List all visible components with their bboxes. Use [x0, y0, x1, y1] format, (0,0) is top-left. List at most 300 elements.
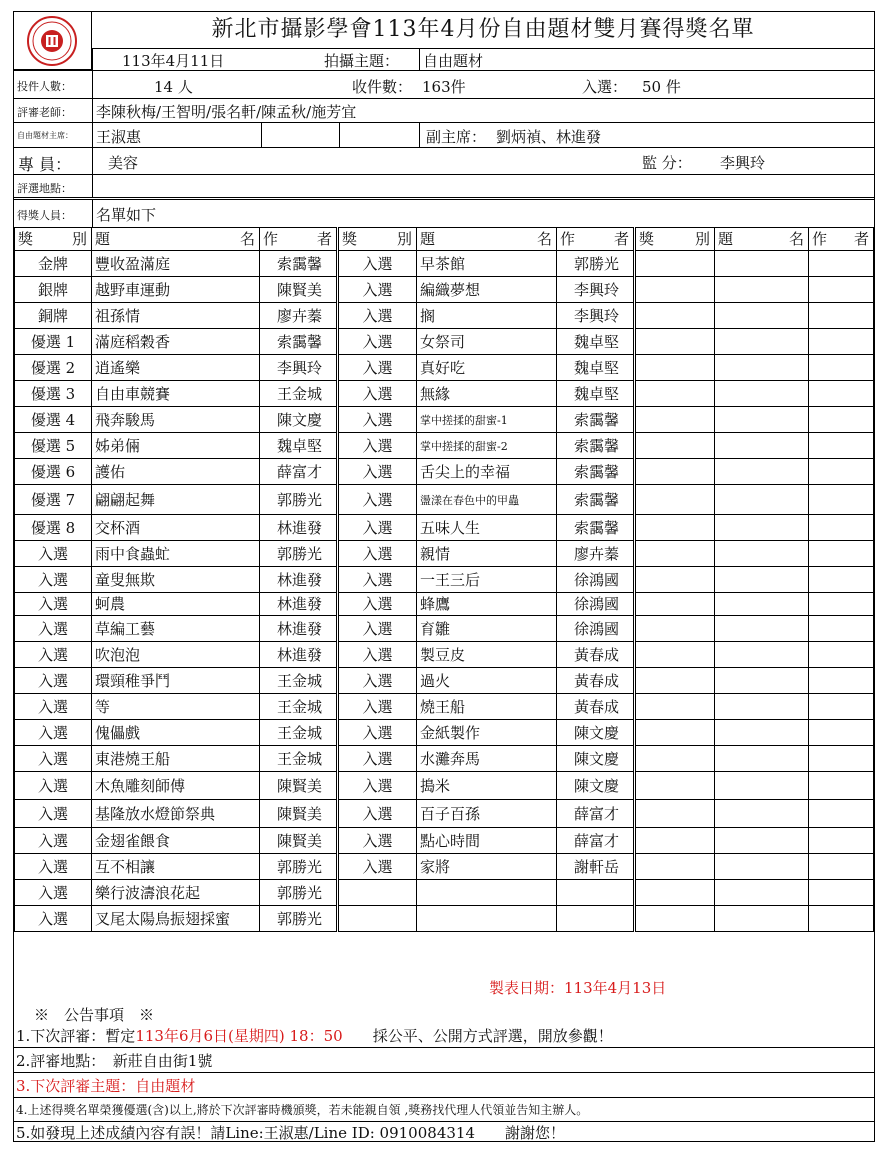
winners-label: 得獎人員：	[17, 209, 72, 222]
title-cell: 護佑	[95, 462, 126, 481]
empty-cell	[715, 694, 809, 720]
header-author-b: 者	[853, 230, 869, 248]
empty-cell	[809, 277, 874, 303]
empty-cell	[635, 642, 715, 668]
title-cell: 家將	[420, 857, 451, 876]
title-cell: 金紙製作	[420, 723, 481, 742]
title-cell: 製豆皮	[420, 645, 466, 664]
award-cell: 入選	[362, 697, 393, 716]
empty-cell	[715, 303, 809, 329]
author-cell: 廖卉蓁	[276, 306, 322, 325]
author-cell: 廖卉蓁	[573, 544, 619, 563]
author-cell: 王金城	[276, 384, 322, 403]
table-row	[15, 277, 874, 303]
received-value: 163件	[422, 78, 466, 96]
empty-cell	[715, 906, 809, 932]
table-row	[15, 381, 874, 407]
author-cell: 黃春成	[573, 671, 619, 690]
empty-cell	[715, 459, 809, 485]
table-row	[15, 355, 874, 381]
award-cell: 入選	[362, 776, 393, 795]
award-cell: 入選	[362, 436, 393, 455]
award-cell: 優選 4	[30, 410, 76, 429]
selected-label: 入選：	[582, 78, 628, 96]
supervisor-label: 監 分：	[642, 154, 692, 172]
table-row	[15, 251, 874, 277]
empty-cell	[715, 485, 809, 515]
table-row	[15, 800, 874, 828]
empty-cell	[809, 906, 874, 932]
empty-cell	[715, 251, 809, 277]
empty-cell	[635, 381, 715, 407]
award-cell: 入選	[362, 518, 393, 537]
author-cell: 陳文慶	[573, 723, 619, 742]
empty-cell	[809, 407, 874, 433]
header-author-b: 者	[316, 230, 332, 248]
author-cell: 索靄馨	[573, 490, 619, 509]
empty-cell	[809, 303, 874, 329]
author-cell: 林進發	[276, 570, 322, 589]
award-cell: 入選	[362, 671, 393, 690]
award-cell: 入選	[362, 723, 393, 742]
author-cell: 陳賢美	[276, 831, 322, 850]
empty-cell	[715, 720, 809, 746]
award-cell: 優選 3	[30, 384, 76, 403]
table-row	[15, 515, 874, 541]
header-award-a: 獎	[639, 230, 655, 248]
header-award-b: 別	[71, 230, 87, 248]
empty-cell	[635, 906, 715, 932]
empty-cell	[635, 616, 715, 642]
supervisor-value: 李興玲	[720, 154, 766, 172]
title-cell: 真好吃	[420, 358, 466, 377]
empty-cell	[635, 567, 715, 593]
table-row	[15, 485, 874, 515]
title-cell: 交杯酒	[95, 518, 141, 537]
notice-line-1-a: 1.下次評審：暫定	[16, 1027, 136, 1045]
award-cell: 優選 6	[30, 462, 76, 481]
award-cell: 入選	[362, 595, 393, 613]
table-row	[15, 906, 874, 932]
header-title-a: 題	[95, 230, 111, 248]
empty-cell	[809, 746, 874, 772]
header-author-a: 作	[560, 230, 576, 248]
award-cell: 入選	[37, 883, 68, 902]
title-cell: 互不相讓	[95, 857, 156, 876]
empty-cell	[635, 251, 715, 277]
theme-label: 拍攝主題：	[324, 52, 400, 70]
empty-cell	[635, 515, 715, 541]
title-cell: 草編工藝	[95, 619, 156, 638]
header-title-a: 題	[718, 230, 734, 248]
title-cell: 一王三后	[420, 570, 481, 589]
author-cell: 黃春成	[573, 645, 619, 664]
header-title-a: 題	[420, 230, 436, 248]
award-cell: 入選	[362, 570, 393, 589]
date-value: 113年4月11日	[122, 52, 225, 70]
empty-cell	[635, 485, 715, 515]
empty-cell	[809, 642, 874, 668]
author-cell: 郭勝光	[573, 254, 619, 273]
empty-cell	[809, 485, 874, 515]
winners-value: 名單如下	[96, 206, 157, 224]
empty-cell	[635, 459, 715, 485]
author-cell: 索靄馨	[573, 410, 619, 429]
empty-cell	[809, 251, 874, 277]
author-cell: 索靄馨	[573, 518, 619, 537]
author-cell: 薛富才	[573, 831, 619, 850]
selected-value: 50 件	[642, 78, 681, 96]
title-cell: 掌中搓揉的甜蜜-1	[420, 413, 508, 427]
empty-cell	[809, 433, 874, 459]
notice-line-1-c: 採公平、公開方式評選，開放參觀！	[372, 1027, 613, 1045]
author-cell: 林進發	[276, 645, 322, 664]
empty-cell	[635, 694, 715, 720]
title-cell: 搁	[420, 306, 436, 325]
title-cell: 搗米	[420, 776, 451, 795]
empty-cell	[809, 593, 874, 616]
award-cell: 入選	[362, 857, 393, 876]
author-cell: 郭勝光	[276, 544, 322, 563]
table-row	[15, 668, 874, 694]
award-cell: 入選	[37, 749, 68, 768]
empty-cell	[635, 329, 715, 355]
author-cell: 徐鴻國	[573, 570, 619, 589]
award-cell: 銀牌	[37, 280, 68, 299]
empty-cell	[635, 746, 715, 772]
award-cell: 優選 7	[30, 490, 76, 509]
author-cell: 魏卓堅	[573, 358, 619, 377]
table-header-row	[15, 228, 874, 251]
title-cell: 等	[95, 697, 111, 716]
empty-cell	[635, 800, 715, 828]
title-cell: 過火	[420, 671, 451, 690]
award-sheet	[13, 11, 875, 1142]
table-row	[15, 854, 874, 880]
page-title: 新北市攝影學會113年4月份自由題材雙月賽得獎名單	[92, 12, 874, 49]
title-cell: 編織夢想	[420, 280, 481, 299]
author-cell: 謝軒岳	[573, 857, 619, 876]
notice-line-2: 2.評審地點： 新莊自由街1號	[16, 1052, 213, 1070]
empty-cell	[809, 515, 874, 541]
award-cell: 入選	[362, 410, 393, 429]
empty-cell	[635, 720, 715, 746]
award-cell: 入選	[362, 544, 393, 563]
empty-cell	[809, 355, 874, 381]
table-row	[15, 407, 874, 433]
title-cell: 蜂鷹	[420, 595, 451, 613]
title-cell: 越野車運動	[95, 280, 171, 299]
made-date: 製表日期：113年4月13日	[489, 979, 667, 997]
author-cell: 魏卓堅	[573, 384, 619, 403]
author-cell: 郭勝光	[276, 857, 322, 876]
received-label: 收件數：	[352, 78, 413, 96]
empty-cell	[635, 303, 715, 329]
author-cell: 索靄馨	[573, 462, 619, 481]
author-cell: 索靄馨	[276, 254, 322, 273]
title-cell: 飛奔駿馬	[95, 410, 156, 429]
table-row	[15, 567, 874, 593]
header-title-b: 名	[788, 230, 804, 248]
empty-cell	[715, 800, 809, 828]
award-cell: 銅牌	[37, 306, 68, 325]
empty-cell	[715, 880, 809, 906]
empty-cell	[635, 355, 715, 381]
title-cell: 自由車競賽	[95, 384, 171, 403]
title-cell: 叉尾太陽鳥振翅採蜜	[95, 909, 231, 928]
table-row	[15, 593, 874, 616]
empty-cell	[809, 800, 874, 828]
award-cell: 入選	[37, 645, 68, 664]
header-award-a: 獎	[18, 230, 34, 248]
author-cell: 林進發	[276, 619, 322, 638]
title-cell: 蚵農	[95, 595, 126, 613]
empty-cell	[635, 433, 715, 459]
author-cell: 李興玲	[276, 358, 322, 377]
empty-cell	[635, 880, 715, 906]
title-cell: 祖孫情	[95, 306, 141, 325]
title-cell: 燒王船	[420, 697, 466, 716]
vicechair-value: 劉炳禎、林進發	[496, 128, 602, 146]
empty-cell	[809, 459, 874, 485]
title-cell: 百子百孫	[420, 804, 481, 823]
notice-line-1-date: 113年6月6日(星期四) 18：50	[135, 1027, 343, 1045]
author-cell: 郭勝光	[276, 883, 322, 902]
title-cell: 盪漾在春色中的甲蟲	[420, 493, 519, 507]
empty-cell	[809, 854, 874, 880]
table-row	[15, 541, 874, 567]
table-row	[15, 329, 874, 355]
title-cell: 吹泡泡	[95, 645, 141, 664]
title-cell: 豐收盈滿庭	[95, 254, 171, 273]
author-cell: 黃春成	[573, 697, 619, 716]
table-row	[15, 642, 874, 668]
title-cell: 早茶館	[420, 254, 466, 273]
title-cell: 掌中搓揉的甜蜜-2	[420, 439, 508, 453]
table-row	[15, 616, 874, 642]
award-cell: 入選	[37, 595, 68, 613]
table-row	[15, 459, 874, 485]
award-cell: 入選	[37, 857, 68, 876]
empty-cell	[635, 277, 715, 303]
notice-line-4: 4.上述得獎名單榮獲優選(含)以上,將於下次評審時機頒獎，若未能親自領 ,獎務找代理人代領並告知主辦人。	[16, 1103, 589, 1117]
title-cell: 東港燒王船	[95, 749, 171, 768]
title-cell: 親情	[420, 544, 451, 563]
table-row	[15, 303, 874, 329]
author-cell: 郭勝光	[276, 490, 322, 509]
author-cell: 郭勝光	[276, 909, 322, 928]
award-cell: 優選 8	[30, 518, 76, 537]
award-cell: 入選	[362, 619, 393, 638]
title-cell: 無緣	[420, 384, 451, 403]
chair-value: 王淑惠	[96, 128, 142, 146]
empty-cell	[635, 828, 715, 854]
award-cell: 入選	[362, 306, 393, 325]
empty-cell	[635, 772, 715, 800]
award-cell: 入選	[362, 384, 393, 403]
award-cell: 入選	[362, 332, 393, 351]
empty-cell	[809, 720, 874, 746]
empty-cell	[809, 381, 874, 407]
award-cell: 入選	[362, 749, 393, 768]
award-cell: 入選	[37, 831, 68, 850]
author-cell: 林進發	[276, 518, 322, 537]
author-cell: 魏卓堅	[573, 332, 619, 351]
empty-cell	[715, 828, 809, 854]
title-cell: 童叟無欺	[95, 570, 156, 589]
table-row	[15, 746, 874, 772]
title-cell: 木魚雕刻師傅	[95, 776, 186, 795]
header-award-b: 別	[694, 230, 710, 248]
judges-label: 評審老師：	[17, 106, 72, 119]
author-cell: 魏卓堅	[276, 436, 322, 455]
author-cell: 陳文慶	[276, 410, 322, 429]
title-cell: 點心時間	[420, 831, 481, 850]
award-cell: 入選	[362, 254, 393, 273]
award-cell: 入選	[37, 697, 68, 716]
author-cell: 王金城	[276, 723, 322, 742]
author-cell: 王金城	[276, 697, 322, 716]
empty-cell	[809, 668, 874, 694]
empty-cell	[809, 329, 874, 355]
award-cell: 金牌	[37, 254, 68, 273]
header-title-b: 名	[239, 230, 255, 248]
awards-table	[14, 227, 874, 932]
notice-title: ※ 公告事項 ※	[34, 1006, 155, 1024]
title-cell: 傀儡戲	[95, 723, 141, 742]
empty-cell	[715, 616, 809, 642]
empty-cell	[715, 515, 809, 541]
award-cell: 入選	[362, 462, 393, 481]
member-value: 美容	[108, 154, 139, 172]
header-author-a: 作	[812, 230, 828, 248]
award-cell: 入選	[37, 570, 68, 589]
author-cell: 薛富才	[573, 804, 619, 823]
empty-cell	[809, 772, 874, 800]
notice-line-5: 5.如發現上述成績內容有誤！請Line:王淑惠/Line ID: 0910084314 謝謝您！	[16, 1124, 565, 1142]
author-cell: 薛富才	[276, 462, 322, 481]
empty-cell	[715, 668, 809, 694]
author-cell: 王金城	[276, 749, 322, 768]
author-cell: 徐鴻國	[573, 595, 619, 613]
award-cell: 入選	[362, 490, 393, 509]
member-label: 專 員：	[18, 155, 72, 174]
chair-label: 自由題材主席：	[17, 131, 73, 140]
empty-cell	[715, 567, 809, 593]
title-cell: 滿庭稻穀香	[95, 332, 171, 351]
header-award-a: 獎	[342, 230, 358, 248]
empty-cell	[715, 355, 809, 381]
author-cell: 陳文慶	[573, 749, 619, 768]
header-author-b: 者	[613, 230, 629, 248]
empty-cell	[635, 668, 715, 694]
award-cell: 入選	[362, 831, 393, 850]
header-title-b: 名	[536, 230, 552, 248]
association-logo	[14, 12, 92, 70]
award-cell: 優選 5	[30, 436, 76, 455]
empty-cell	[635, 541, 715, 567]
title-cell: 女祭司	[420, 332, 466, 351]
empty-cell	[809, 567, 874, 593]
logo-seal-icon	[24, 15, 80, 67]
empty-cell	[715, 541, 809, 567]
empty-cell	[809, 616, 874, 642]
author-cell: 索靄馨	[276, 332, 322, 351]
empty-cell	[635, 593, 715, 616]
empty-cell	[715, 407, 809, 433]
award-cell: 入選	[362, 804, 393, 823]
empty-cell	[809, 828, 874, 854]
table-row	[15, 694, 874, 720]
author-cell: 陳賢美	[276, 776, 322, 795]
author-cell: 陳賢美	[276, 280, 322, 299]
award-cell: 入選	[362, 280, 393, 299]
empty-cell	[715, 746, 809, 772]
title-cell: 樂行波濤浪花起	[95, 883, 201, 902]
empty-cell	[809, 541, 874, 567]
title-cell: 五味人生	[420, 518, 481, 537]
title-cell: 翩翩起舞	[95, 490, 156, 509]
title-cell: 育雛	[420, 619, 451, 638]
author-cell: 徐鴻國	[573, 619, 619, 638]
author-cell: 李興玲	[573, 280, 619, 299]
award-cell: 優選 1	[30, 332, 76, 351]
empty-cell	[715, 642, 809, 668]
title-cell: 逍遙樂	[95, 358, 141, 377]
author-cell: 陳文慶	[573, 776, 619, 795]
award-cell: 入選	[362, 358, 393, 377]
award-cell: 入選	[37, 544, 68, 563]
empty-cell	[809, 880, 874, 906]
table-row	[15, 433, 874, 459]
award-cell: 入選	[37, 619, 68, 638]
header-author-a: 作	[263, 230, 279, 248]
award-cell: 入選	[37, 671, 68, 690]
table-row	[15, 720, 874, 746]
header-award-b: 別	[396, 230, 412, 248]
vicechair-label: 副主席：	[426, 128, 487, 146]
empty-cell	[809, 694, 874, 720]
submitters-label: 投件人數：	[17, 80, 72, 93]
award-cell: 入選	[37, 723, 68, 742]
title-cell: 雨中食蟲虻	[95, 544, 171, 563]
judges-value: 李陳秋梅/王智明/張名軒/陳孟秋/施芳宜	[96, 103, 357, 121]
notice-line-1	[16, 1025, 874, 1046]
title-cell: 環頸稚爭鬥	[95, 671, 171, 690]
title-cell: 姊弟倆	[95, 436, 141, 455]
table-row	[15, 880, 874, 906]
empty-cell	[635, 854, 715, 880]
award-cell: 入選	[37, 776, 68, 795]
theme-value: 自由題材	[423, 52, 484, 70]
empty-cell	[715, 433, 809, 459]
table-row	[15, 828, 874, 854]
author-cell: 林進發	[276, 595, 322, 613]
title-cell: 基隆放水燈節祭典	[95, 804, 216, 823]
empty-cell	[715, 593, 809, 616]
author-cell: 索靄馨	[573, 436, 619, 455]
submitters-value: 14 人	[154, 78, 193, 96]
title-cell: 舌尖上的幸福	[420, 462, 511, 481]
empty-cell	[635, 407, 715, 433]
title-cell: 水灘奔馬	[420, 749, 481, 768]
empty-cell	[715, 772, 809, 800]
author-cell: 陳賢美	[276, 804, 322, 823]
notice-line-3: 3.下次評審主題：自由題材	[16, 1077, 196, 1095]
empty-cell	[715, 854, 809, 880]
location-label: 評選地點：	[17, 182, 72, 195]
author-cell: 李興玲	[573, 306, 619, 325]
